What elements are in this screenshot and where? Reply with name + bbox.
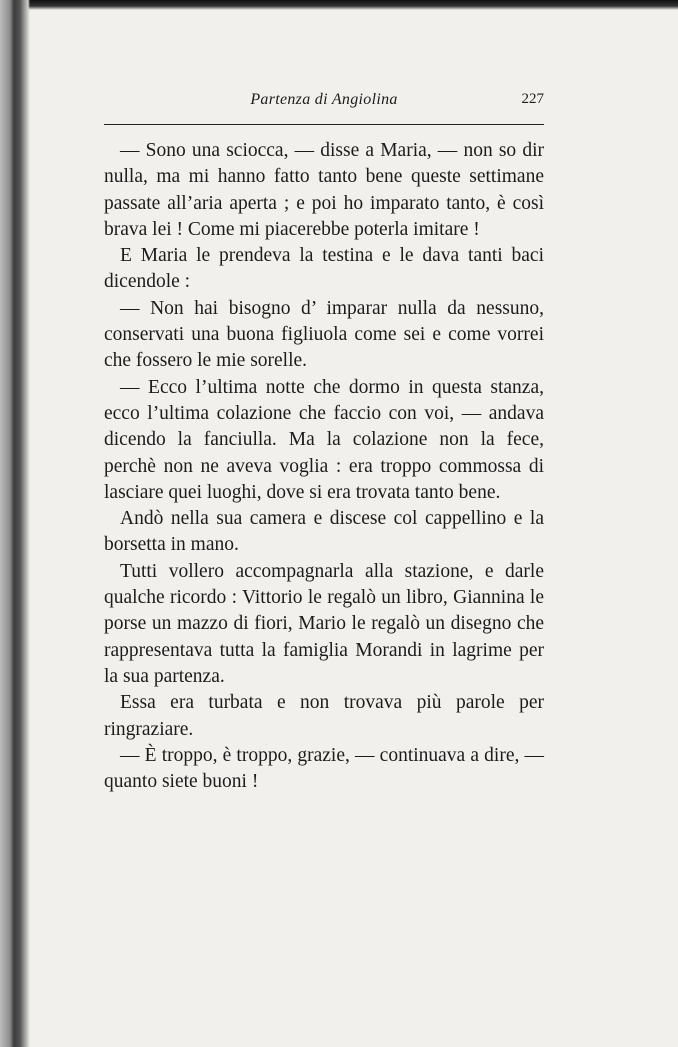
chapter-title: Partenza di Angiolina bbox=[250, 91, 398, 108]
body-text bbox=[104, 138, 544, 795]
paragraph: Andò nella sua camera e discese col cappellino e la borsetta in mano. bbox=[104, 508, 544, 556]
paragraph: E Maria le prendeva la testina e le dava tanti baci dicendole : bbox=[104, 245, 544, 293]
paragraph: — Sono una sciocca, — disse a Maria, — non so dir nulla, ma mi hanno fatto tanto bene queste settimane passate all’aria aperta ; e poi ho imparato tanto, è così brava lei ! Come mi piacerebbe poterla imitare ! bbox=[104, 140, 544, 240]
scan-top-edge bbox=[0, 0, 678, 10]
page-number: 227 bbox=[521, 91, 544, 107]
paragraph: — È troppo, è troppo, grazie, — continuava a dire, — quanto siete buoni ! bbox=[104, 744, 544, 793]
paragraph: — Ecco l’ultima notte che dormo in questa stanza, ecco l’ultima colazione che faccio con voi, — andava dicendo la fanciulla. Ma la colazione non la fece, perchè non ne aveva voglia : era troppo commossa di lasciare quei luoghi, dove si era trovata tanto bene. bbox=[104, 376, 544, 503]
paragraph: — Non hai bisogno d’ imparar nulla da nessuno, conservati una buona figliuola come sei e come vorrei che fossero le mie sorelle. bbox=[104, 297, 544, 372]
running-header bbox=[104, 91, 544, 113]
paragraph: Tutti vollero accompagnarla alla stazione, e darle qualche ricordo : Vittorio le regalò un libro, Giannina le porse un mazzo di fiori, Mario le regalò un disegno che rappresentava tutta la famiglia Morandi in lagrime per la sua partenza. bbox=[104, 560, 544, 687]
book-spine-edge bbox=[0, 0, 30, 1047]
header-rule bbox=[104, 124, 544, 125]
paragraph: Essa era turbata e non trovava più parole per ringraziare. bbox=[104, 692, 544, 740]
